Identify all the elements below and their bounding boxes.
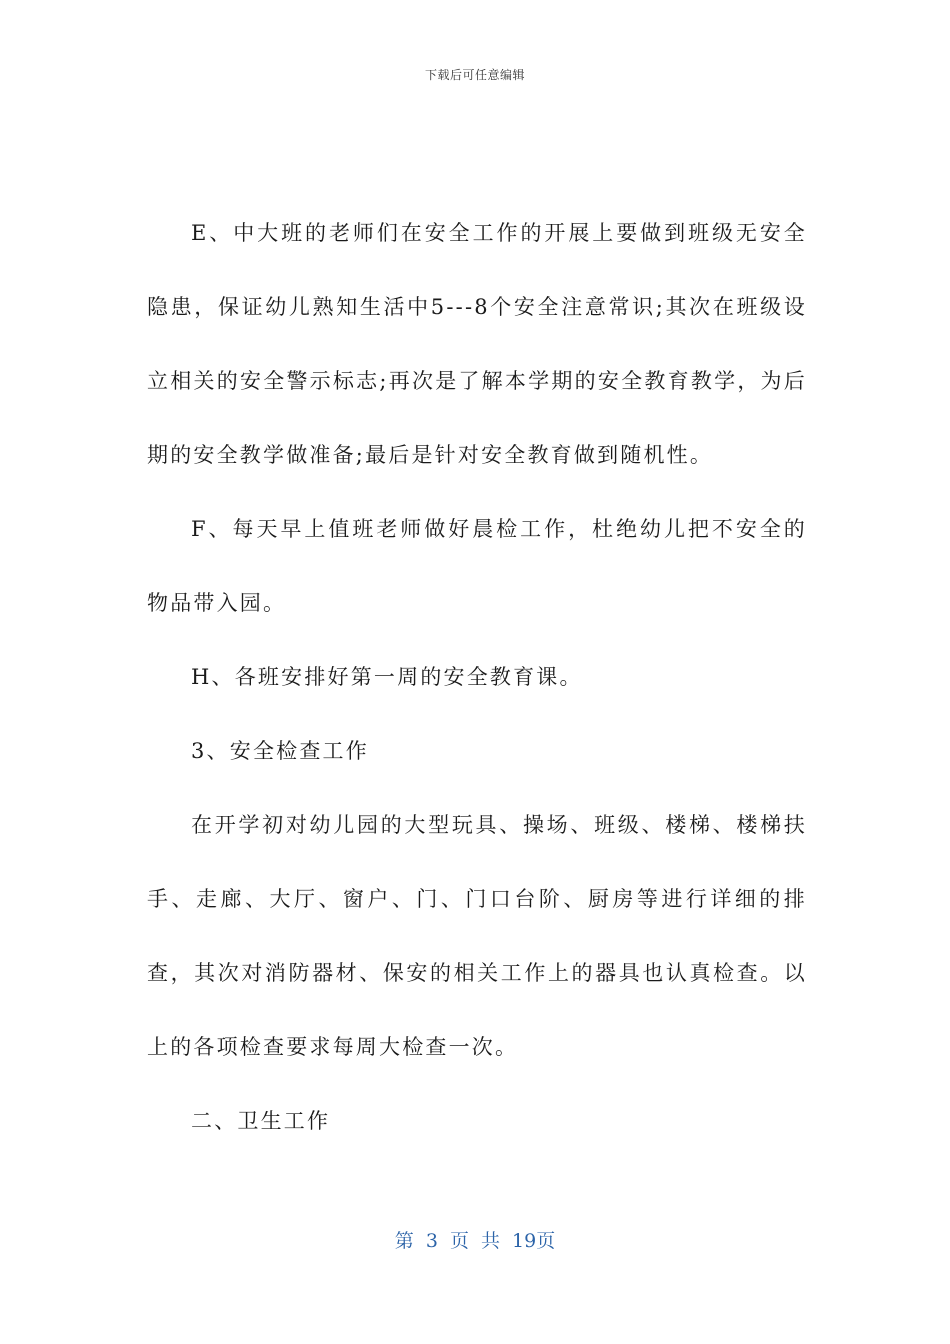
section-heading-safety-inspection: 3、安全检查工作 (191, 739, 369, 763)
paragraph-morning-check: F、每天早上值班老师做好晨检工作，杜绝幼儿把不安全的物品带入园。 (147, 517, 807, 615)
document-body (147, 196, 807, 1158)
page-number-footer: 第 3 页 共 19页 (394, 1230, 556, 1252)
page-header-note: 下载后可任意编辑 (424, 68, 525, 82)
paragraph-safety-duties: E、中大班的老师们在安全工作的开展上要做到班级无安全隐患，保证幼儿熟知生活中5---8个安全注意常识;其次在班级设立相关的安全警示标志;再次是了解本学期的安全教育教学，为后期的安全教学做准备;最后是针对安全教育做到随机性。 (147, 221, 807, 467)
paragraph-inspection-details: 在开学初对幼儿园的大型玩具、操场、班级、楼梯、楼梯扶手、走廊、大厅、窗户、门、门口台阶、厨房等进行详细的排查，其次对消防器材、保安的相关工作上的器具也认真检查。以上的各项检查要求每周大检查一次。 (147, 813, 807, 1059)
paragraph-safety-class: H、各班安排好第一周的安全教育课。 (191, 665, 583, 689)
section-heading-hygiene: 二、卫生工作 (191, 1109, 331, 1133)
